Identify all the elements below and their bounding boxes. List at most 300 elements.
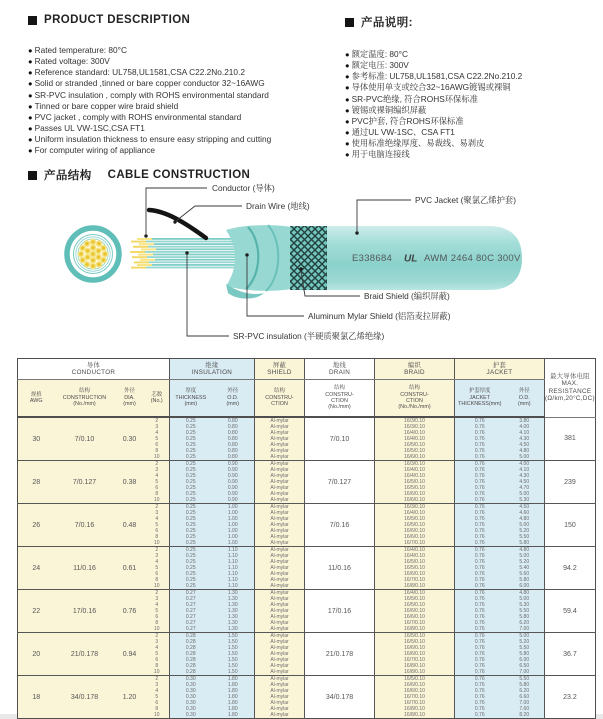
cores-value: 8: [155, 663, 159, 669]
jacket-od-value: 4.80: [519, 590, 530, 596]
text-line: JACKET: [469, 394, 491, 401]
ins-od-cell: [212, 461, 255, 504]
resistance-cell: 36.7: [545, 633, 596, 676]
drain-cell: 21/0.178: [305, 633, 375, 676]
drain-cell: 34/0.178: [305, 676, 375, 719]
ins-od-value: 1.00: [227, 522, 238, 528]
text-line: JACKET: [486, 369, 513, 376]
jacket-od-value: 4.50: [519, 479, 530, 485]
square-bullet-icon: [28, 16, 37, 25]
cores-value: 4: [155, 559, 159, 565]
ins-thickness-value: 0.27: [185, 614, 196, 620]
braid-value: 16/7/0.10: [404, 620, 425, 626]
awg-cell: 22: [18, 590, 55, 633]
jacket-thickness-value: 0.76: [474, 461, 485, 467]
cores-value: 5: [155, 436, 159, 442]
braid-value: 16/7/0.10: [404, 700, 425, 706]
jacket-thickness-value: 0.76: [474, 596, 485, 602]
ins-od-value: 0.90: [227, 461, 238, 467]
awg-cell: 24: [18, 547, 55, 590]
cores-value: 6: [155, 485, 159, 491]
jacket-od-value: 6.00: [519, 583, 530, 589]
braid-value: 16/6/0.10: [404, 608, 425, 614]
cores-value: 4: [155, 688, 159, 694]
ins-thickness-value: 0.25: [185, 553, 196, 559]
cores-value: 8: [155, 620, 159, 626]
drain-wire: [149, 210, 206, 238]
ins-thickness-value: 0.30: [185, 706, 196, 712]
cores-value: 3: [155, 682, 159, 688]
jacket-od-value: 4.10: [519, 430, 530, 436]
awg-cell: 18: [18, 676, 55, 719]
jacket-thickness-value: 0.76: [474, 639, 485, 645]
ins-thickness-value: 0.27: [185, 590, 196, 596]
ins-thickness-value: 0.28: [185, 633, 196, 639]
jacket-thickness-value: 0.76: [474, 620, 485, 626]
jacket-od-value: 5.30: [519, 497, 530, 503]
jacket-thickness-value: 0.76: [474, 571, 485, 577]
jacket-thickness-cell: [455, 417, 505, 461]
text-line: CTION: [271, 401, 288, 408]
ins-thickness-value: 0.28: [185, 651, 196, 657]
shield-value: Al-mylar: [270, 528, 289, 534]
ins-thickness-value: 0.30: [185, 682, 196, 688]
ins-thickness-value: 0.25: [185, 491, 196, 497]
text-line: THICKNESS(mm): [458, 401, 502, 408]
ins-od-value: 1.10: [227, 571, 238, 577]
ins-od-value: 0.90: [227, 491, 238, 497]
jacket-od-value: 5.00: [519, 553, 530, 559]
col-group-conductor: [18, 359, 170, 380]
shield-value: Al-mylar: [270, 651, 289, 657]
shield-value: Al-mylar: [270, 596, 289, 602]
cores-value: 4: [155, 430, 159, 436]
jacket-od-value: 6.20: [519, 688, 530, 694]
jacket-thickness-value: 0.76: [474, 694, 485, 700]
braid-value: 16/4/0.10: [404, 547, 425, 553]
jacket-thickness-value: 0.76: [474, 565, 485, 571]
text-line: DRAIN: [328, 369, 351, 376]
braid-value: 16/5/0.10: [404, 479, 425, 485]
ins-od-value: 1.50: [227, 663, 238, 669]
jacket-thickness-cell: [455, 633, 505, 676]
ins-thickness-value: 0.30: [185, 688, 196, 694]
ins-od-value: 1.50: [227, 657, 238, 663]
shield-value: Al-mylar: [270, 571, 289, 577]
jacket-od-value: 4.80: [519, 516, 530, 522]
col-header-ins-od: [212, 380, 255, 418]
ins-thickness-value: 0.28: [185, 657, 196, 663]
ins-od-value: 1.10: [227, 565, 238, 571]
construction-cell: 7/0.10: [55, 417, 115, 461]
text-line: 导体: [86, 361, 101, 369]
jacket-od-value: 4.00: [519, 424, 530, 430]
jacket-od-value: 5.50: [519, 534, 530, 540]
jacket-od-value: 4.30: [519, 436, 530, 442]
shield-value: Al-mylar: [270, 553, 289, 559]
jacket-thickness-value: 0.76: [474, 663, 485, 669]
text-line: INSULATION: [191, 369, 233, 376]
text-line: 外径: [227, 388, 239, 395]
cores-value: 8: [155, 534, 159, 540]
jacket-thickness-value: 0.76: [474, 688, 485, 694]
table-row-awg-26: [18, 504, 596, 547]
text-line: O.D.: [518, 394, 530, 401]
jacket-od-value: 4.80: [519, 547, 530, 553]
awg-cell: 28: [18, 461, 55, 504]
cores-cell: [145, 676, 170, 719]
bullet-item: ● 额定温度: 80°C: [345, 49, 597, 60]
jacket-thickness-value: 0.76: [474, 430, 485, 436]
braid-value: 16/5/0.10: [404, 516, 425, 522]
construction-cell: 21/0.178: [55, 633, 115, 676]
jacket-od-value: 5.20: [519, 559, 530, 565]
shield-value: Al-mylar: [270, 436, 289, 442]
cores-value: 3: [155, 596, 159, 602]
cores-value: 3: [155, 467, 159, 473]
ins-thickness-cell: [170, 547, 212, 590]
ins-thickness-value: 0.25: [185, 442, 196, 448]
shield-value: Al-mylar: [270, 590, 289, 596]
jacket-od-value: 4.80: [519, 448, 530, 454]
col-group-insulation: [170, 359, 255, 380]
ul-logo-icon: UL: [404, 253, 418, 265]
braid-value: 16/8/0.10: [404, 706, 425, 712]
label-pvc-jacket: PVC Jacket (聚氯乙烯护套): [415, 195, 516, 205]
drain-cell: 7/0.127: [305, 461, 375, 504]
cores-value: 10: [153, 583, 160, 589]
jacket-thickness-cell: [455, 676, 505, 719]
ins-thickness-value: 0.27: [185, 608, 196, 614]
shield-value: Al-mylar: [270, 430, 289, 436]
ins-thickness-cell: [170, 590, 212, 633]
jacket-od-value: 3.80: [519, 418, 530, 424]
ins-od-value: 1.80: [227, 682, 238, 688]
jacket-thickness-value: 0.76: [474, 602, 485, 608]
drain-cell: 11/0.16: [305, 547, 375, 590]
jacket-thickness-value: 0.76: [474, 504, 485, 510]
col-header-construction: [55, 380, 115, 418]
awg-cell: 20: [18, 633, 55, 676]
jacket-thickness-value: 0.76: [474, 436, 485, 442]
ins-thickness-value: 0.25: [185, 547, 196, 553]
ins-od-value: 0.80: [227, 454, 238, 460]
text-line: (No./No./mm): [398, 404, 431, 411]
jacket-thickness-value: 0.76: [474, 577, 485, 583]
bullet-item: ● Rated voltage: 300V: [28, 56, 340, 67]
jacket-od-value: 4.00: [519, 461, 530, 467]
cores-value: 8: [155, 491, 159, 497]
cable-construction-title-cn: 产品结构: [44, 170, 92, 182]
ins-thickness-value: 0.25: [185, 565, 196, 571]
ins-thickness-value: 0.30: [185, 676, 196, 682]
cable-cross-section: [67, 228, 119, 280]
cores-value: 5: [155, 479, 159, 485]
shield-value: Al-mylar: [270, 424, 289, 430]
braid-cell: [375, 590, 455, 633]
text-line: 结构: [409, 385, 420, 392]
text-line: 规格: [30, 391, 42, 398]
dia-cell: 0.76: [115, 590, 145, 633]
dia-cell: 0.30: [115, 417, 145, 461]
ins-thickness-value: 0.25: [185, 497, 196, 503]
braid-value: 16/5/0.10: [404, 559, 425, 565]
text-line: CTION: [331, 398, 348, 404]
col-header-jacket-od: [505, 380, 545, 418]
cores-value: 4: [155, 473, 159, 479]
text-line: RESISTANCE: [548, 387, 592, 395]
jacket-thickness-value: 0.76: [474, 448, 485, 454]
ins-thickness-value: 0.25: [185, 424, 196, 430]
ins-thickness-cell: [170, 504, 212, 547]
jacket-thickness-value: 0.76: [474, 682, 485, 688]
cores-value: 2: [155, 590, 159, 596]
text-line: 护套厚度: [468, 388, 491, 395]
shield-value: Al-mylar: [270, 448, 289, 454]
cores-value: 10: [153, 669, 160, 675]
ins-thickness-cell: [170, 417, 212, 461]
bullet-item: ● SR-PVC insulation , comply with ROHS environmental standard: [28, 90, 340, 101]
jacket-od-value: 4.30: [519, 473, 530, 479]
text-line: CONSTRUCTION: [62, 394, 107, 401]
ins-thickness-value: 0.25: [185, 540, 196, 546]
cores-value: 3: [155, 424, 159, 430]
ins-thickness-value: 0.27: [185, 626, 196, 632]
table-sub-header-row: [18, 380, 596, 418]
jacket-od-cell: [505, 461, 545, 504]
ins-od-value: 1.30: [227, 590, 238, 596]
cores-value: 5: [155, 694, 159, 700]
text-line: O.D.: [227, 394, 239, 401]
braid-cell: [375, 417, 455, 461]
jacket-od-value: 4.50: [519, 442, 530, 448]
ins-od-value: 0.80: [227, 418, 238, 424]
braid-value: 16/8/0.10: [404, 626, 425, 632]
braid-value: 16/6/0.10: [404, 645, 425, 651]
jacket-od-value: 6.50: [519, 663, 530, 669]
cores-value: 4: [155, 645, 159, 651]
ins-od-value: 1.50: [227, 669, 238, 675]
jacket-od-cell: [505, 676, 545, 719]
ins-od-cell: [212, 633, 255, 676]
jacket-thickness-value: 0.76: [474, 491, 485, 497]
resistance-cell: 23.2: [545, 676, 596, 719]
braid-value: 16/4/0.10: [404, 473, 425, 479]
col-group-drain: [305, 359, 375, 380]
jacket-od-cell: [505, 547, 545, 590]
jacket-thickness-value: 0.76: [474, 473, 485, 479]
jacket-od-value: 7.00: [519, 669, 530, 675]
ins-thickness-value: 0.25: [185, 485, 196, 491]
jacket-od-value: 5.80: [519, 540, 530, 546]
ins-od-value: 1.00: [227, 516, 238, 522]
ins-thickness-value: 0.28: [185, 645, 196, 651]
cores-value: 2: [155, 418, 159, 424]
construction-cell: 11/0.16: [55, 547, 115, 590]
text-line: 厚度: [185, 388, 197, 395]
jacket-thickness-value: 0.76: [474, 559, 485, 565]
jacket-thickness-value: 0.76: [474, 454, 485, 460]
shield-value: Al-mylar: [270, 522, 289, 528]
braid-cell: [375, 547, 455, 590]
cable-print: [352, 253, 521, 265]
dia-cell: 0.94: [115, 633, 145, 676]
shield-value: Al-mylar: [270, 534, 289, 540]
shield-value: Al-mylar: [270, 626, 289, 632]
drain-cell: 7/0.16: [305, 504, 375, 547]
jacket-thickness-value: 0.76: [474, 645, 485, 651]
cores-value: 10: [153, 454, 160, 460]
shield-cell: [255, 461, 305, 504]
jacket-od-value: 6.00: [519, 657, 530, 663]
text-line: 编织: [407, 361, 422, 369]
braid-value: 16/7/0.10: [404, 577, 425, 583]
ins-thickness-value: 0.25: [185, 418, 196, 424]
jacket-od-value: 5.00: [519, 491, 530, 497]
ins-od-cell: [212, 547, 255, 590]
braid-cell: [375, 676, 455, 719]
table-group-header-row: [18, 359, 596, 380]
awm-style-print: AWM 2464 80C 300V: [424, 253, 521, 264]
jacket-od-value: 7.60: [519, 706, 530, 712]
dia-cell: 0.48: [115, 504, 145, 547]
drain-cell: 7/0.10: [305, 417, 375, 461]
jacket-od-value: 4.10: [519, 467, 530, 473]
shield-value: Al-mylar: [270, 669, 289, 675]
ins-thickness-value: 0.27: [185, 596, 196, 602]
table-row-awg-20: [18, 633, 596, 676]
shield-value: Al-mylar: [270, 700, 289, 706]
shield-value: Al-mylar: [270, 497, 289, 503]
shield-cell: [255, 417, 305, 461]
ins-thickness-value: 0.30: [185, 694, 196, 700]
shield-value: Al-mylar: [270, 540, 289, 546]
ins-od-value: 1.50: [227, 651, 238, 657]
ins-thickness-value: 0.30: [185, 712, 196, 718]
table-row-awg-30: [18, 417, 596, 461]
cores-value: 8: [155, 706, 159, 712]
ins-od-value: 1.10: [227, 577, 238, 583]
shield-value: Al-mylar: [270, 473, 289, 479]
jacket-thickness-value: 0.76: [474, 669, 485, 675]
jacket-thickness-value: 0.76: [474, 676, 485, 682]
ins-thickness-cell: [170, 461, 212, 504]
shield-value: Al-mylar: [270, 583, 289, 589]
braid-value: 16/5/0.10: [404, 448, 425, 454]
cores-value: 6: [155, 614, 159, 620]
table-row-awg-22: [18, 590, 596, 633]
text-line: SHIELD: [267, 369, 292, 376]
jacket-thickness-cell: [455, 590, 505, 633]
cores-value: 5: [155, 608, 159, 614]
braid-value: 16/4/0.10: [404, 430, 425, 436]
ins-od-value: 0.80: [227, 424, 238, 430]
shield-value: Al-mylar: [270, 565, 289, 571]
jacket-od-cell: [505, 633, 545, 676]
braid-value: 16/5/0.10: [404, 596, 425, 602]
ins-thickness-value: 0.25: [185, 504, 196, 510]
ins-od-value: 0.80: [227, 442, 238, 448]
jacket-thickness-value: 0.76: [474, 424, 485, 430]
ins-od-value: 0.80: [227, 448, 238, 454]
shield-value: Al-mylar: [270, 620, 289, 626]
bullet-item: ● 参考标准: UL758,UL1581,CSA C22.2No.210.2: [345, 71, 597, 82]
cores-value: 10: [153, 497, 160, 503]
jacket-od-cell: [505, 504, 545, 547]
table-row-awg-28: [18, 461, 596, 504]
text-line: CONSTRU-: [400, 391, 429, 398]
text-line: AWG: [29, 398, 43, 404]
braid-value: 16/5/0.10: [404, 442, 425, 448]
shield-value: Al-mylar: [270, 663, 289, 669]
ins-thickness-value: 0.28: [185, 669, 196, 675]
jacket-thickness-cell: [455, 504, 505, 547]
ins-thickness-value: 0.25: [185, 461, 196, 467]
awg-cell: 26: [18, 504, 55, 547]
bullet-item: ● Uniform insulation thickness to ensure easy stripping and cutting: [28, 134, 340, 145]
bullet-item: ● PVC jacket , comply with ROHS environmental standard: [28, 112, 340, 123]
shield-value: Al-mylar: [270, 559, 289, 565]
ins-thickness-value: 0.25: [185, 528, 196, 534]
cores-value: 6: [155, 571, 159, 577]
cores-value: 4: [155, 602, 159, 608]
jacket-thickness-value: 0.76: [474, 706, 485, 712]
col-group-shield: [255, 359, 305, 380]
jacket-thickness-value: 0.76: [474, 590, 485, 596]
jacket-thickness-value: 0.76: [474, 485, 485, 491]
dia-cell: 0.61: [115, 547, 145, 590]
cores-value: 5: [155, 651, 159, 657]
ins-thickness-value: 0.25: [185, 534, 196, 540]
resistance-cell: 59.4: [545, 590, 596, 633]
text-line: (No./mm): [73, 401, 96, 408]
ins-od-value: 1.30: [227, 596, 238, 602]
ins-od-value: 1.00: [227, 534, 238, 540]
ins-od-value: 1.30: [227, 626, 238, 632]
braid-value: 16/5/0.10: [404, 602, 425, 608]
product-description-cn-title-text: 产品说明:: [361, 17, 413, 29]
jacket-od-value: 4.50: [519, 504, 530, 510]
cores-value: 3: [155, 510, 159, 516]
jacket-od-value: 5.00: [519, 454, 530, 460]
jacket-thickness-value: 0.76: [474, 510, 485, 516]
ins-od-value: 0.90: [227, 473, 238, 479]
cores-value: 2: [155, 676, 159, 682]
bullet-item: ● Passes UL VW-1SC,CSA FT1: [28, 123, 340, 134]
shield-value: Al-mylar: [270, 418, 289, 424]
bullet-item: ● 使用标准绝缘厚度、易裁线、易剥皮: [345, 138, 597, 149]
ins-od-value: 0.90: [227, 479, 238, 485]
braid-value: 16/3/0.10: [404, 424, 425, 430]
text-line: 护套: [492, 361, 507, 369]
ins-thickness-value: 0.28: [185, 639, 196, 645]
jacket-od-value: 4.70: [519, 485, 530, 491]
jacket-thickness-value: 0.76: [474, 614, 485, 620]
braid-shield-section: [290, 226, 330, 290]
cores-value: 10: [153, 626, 160, 632]
bullet-item: ● PVC护套, 符合ROHS环保标准: [345, 116, 597, 127]
jacket-od-value: 6.60: [519, 694, 530, 700]
ins-od-value: 0.90: [227, 497, 238, 503]
shield-value: Al-mylar: [270, 602, 289, 608]
ins-thickness-value: 0.25: [185, 436, 196, 442]
bullet-item: ● SR-PVC绝缘, 符合ROHS环保标准: [345, 94, 597, 105]
jacket-thickness-value: 0.76: [474, 442, 485, 448]
shield-value: Al-mylar: [270, 485, 289, 491]
ins-od-value: 1.10: [227, 553, 238, 559]
braid-value: 16/5/0.10: [404, 565, 425, 571]
bullet-item: ● For computer wiring of appliance: [28, 145, 340, 156]
